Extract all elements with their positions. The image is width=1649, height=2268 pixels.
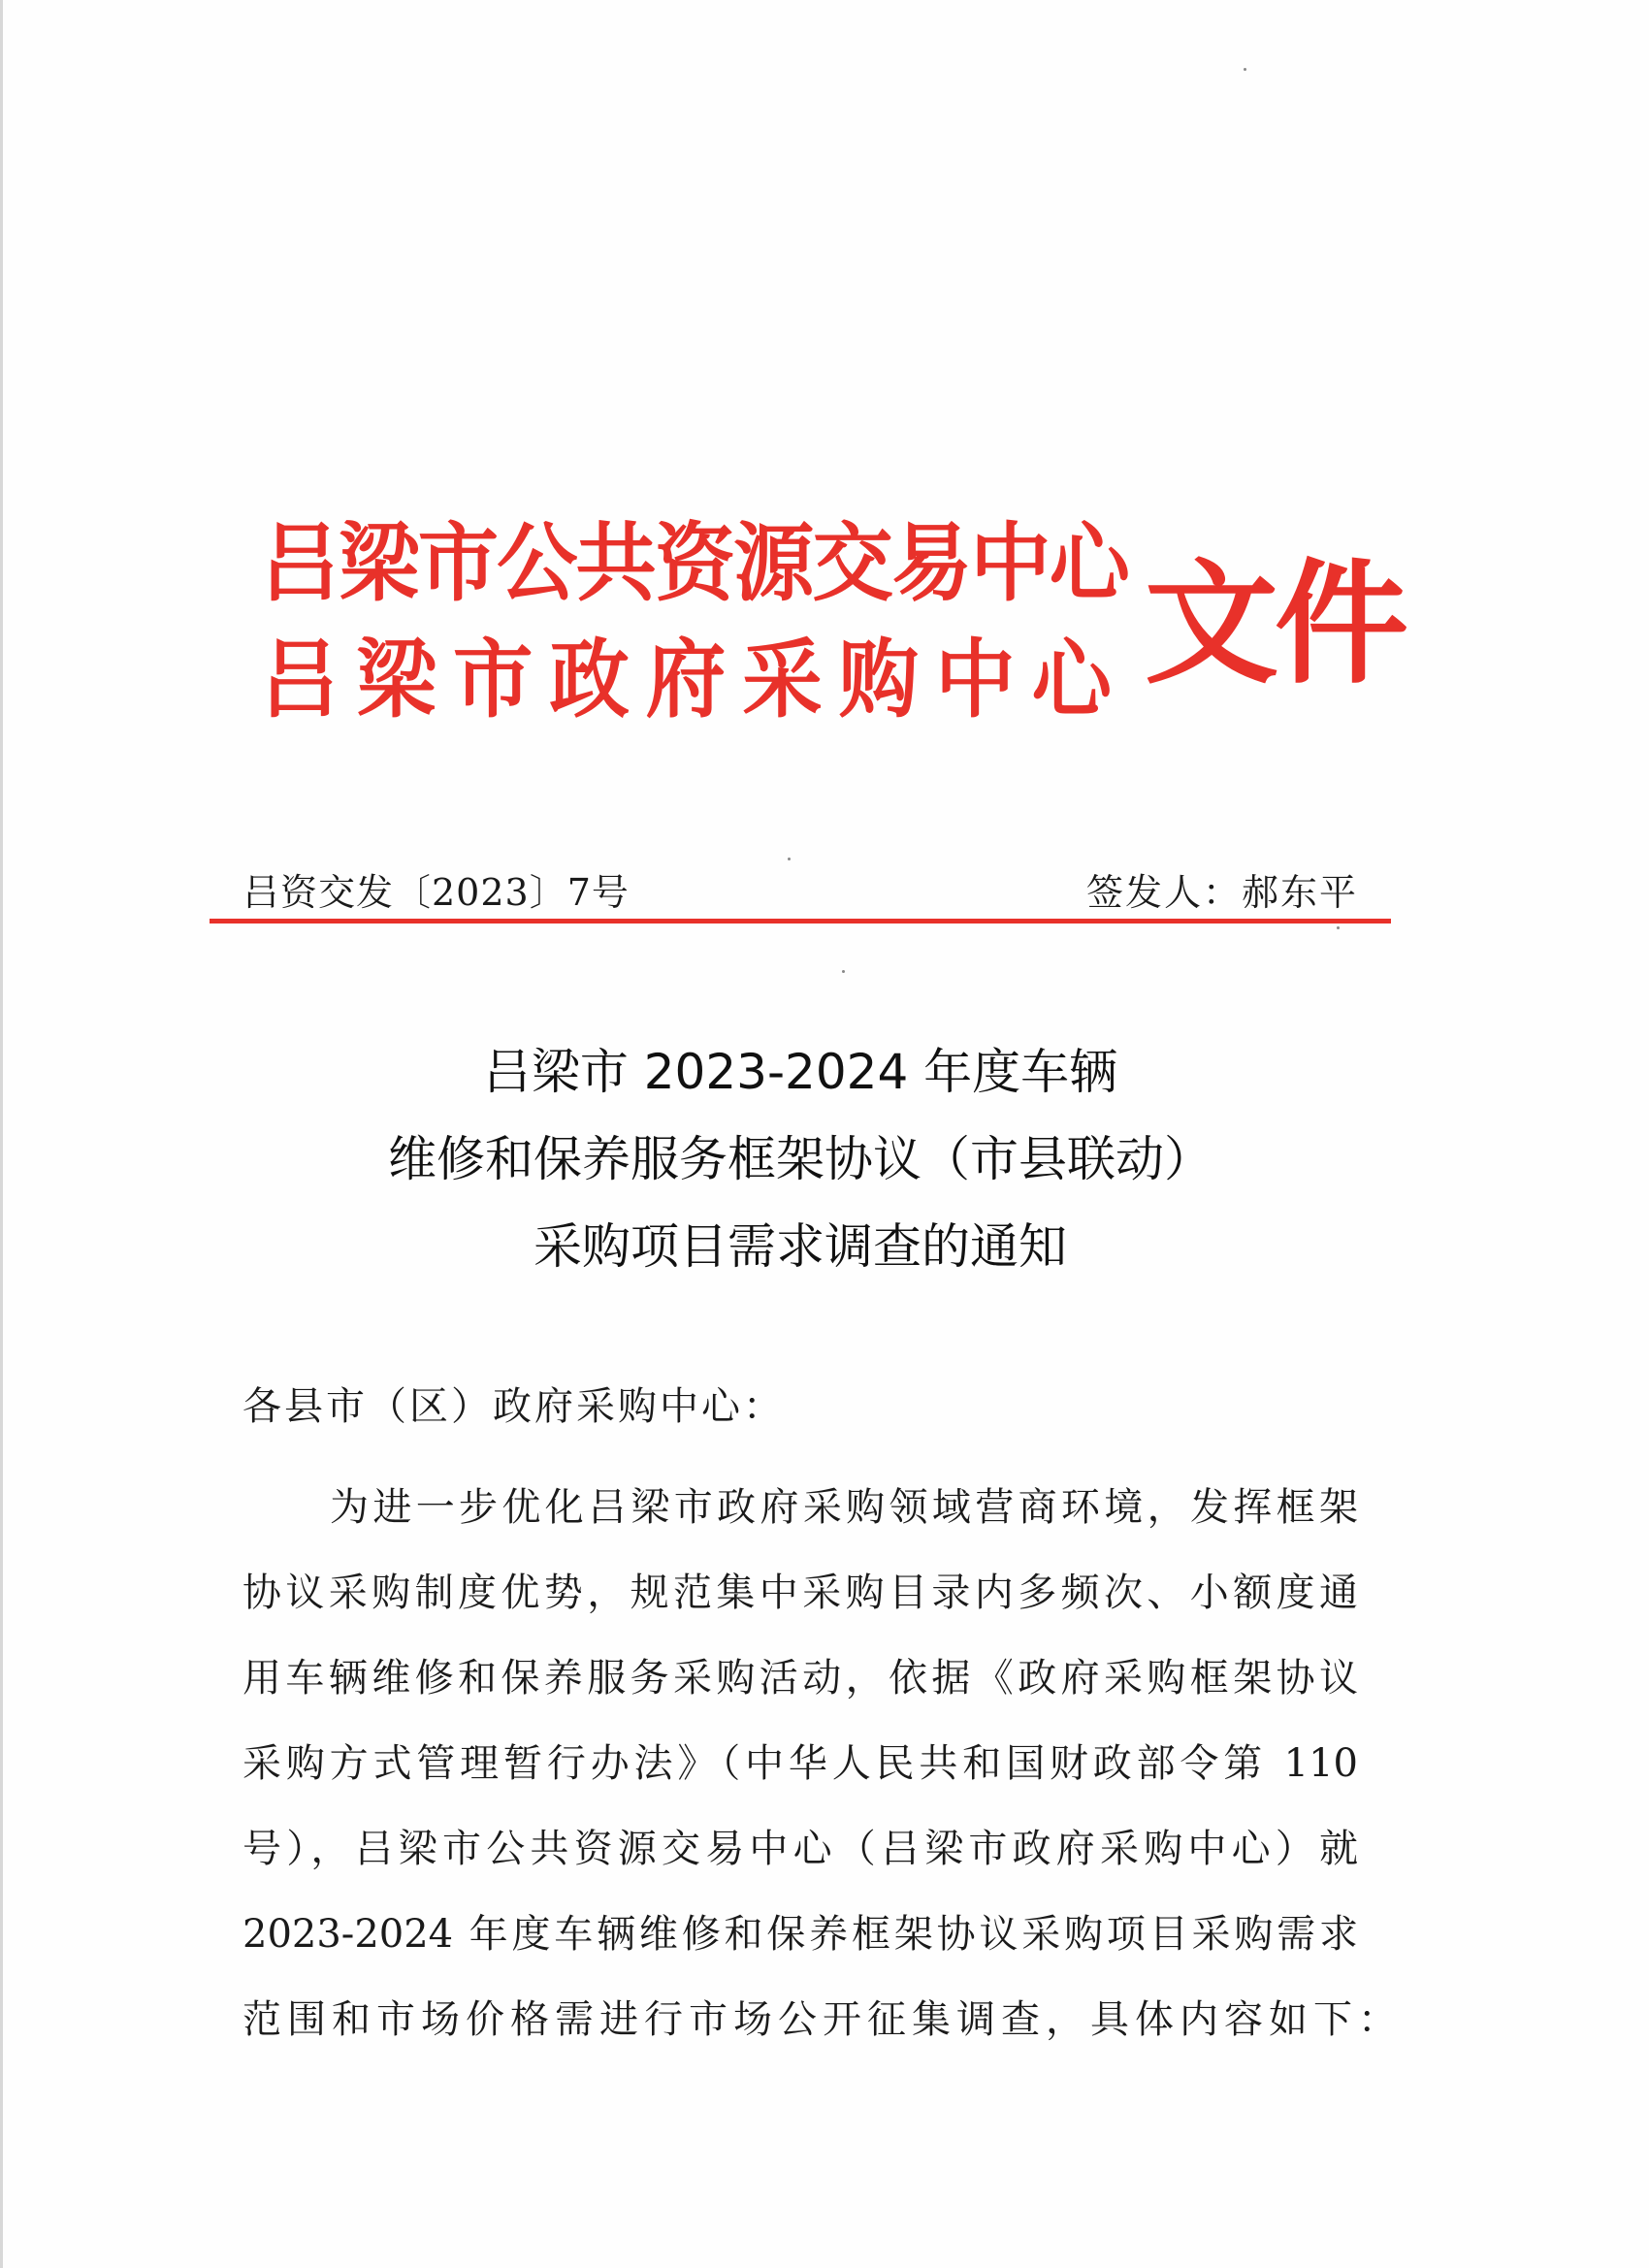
masthead-org-line1: 吕梁市公共资源交易中心 <box>260 512 1129 613</box>
title-line-2: 维修和保养服务框架协议（市县联动） <box>388 1131 1212 1187</box>
document-number-row <box>242 863 1358 922</box>
title-line-3: 采购项目需求调查的通知 <box>534 1218 1067 1275</box>
title-line-1: 吕梁市 2023-2024 年度车辆 <box>482 1044 1118 1100</box>
body-line: 协议采购制度优势，规范集中采购目录内多频次、小额度通 <box>242 1571 1358 1615</box>
document-number: 吕资交发〔2023〕7号 <box>242 871 630 914</box>
body-line: 号），吕梁市公共资源交易中心（吕梁市政府采购中心）就 <box>242 1827 1358 1871</box>
red-masthead <box>260 504 1406 737</box>
masthead-org-line2: 吕梁市政府采购中心 <box>260 629 1129 729</box>
signer: 签发人：郝东平 <box>1085 871 1358 914</box>
body-paragraph <box>242 1465 1403 2062</box>
body-line: 为进一步优化吕梁市政府采购领域营商环境，发挥框架 <box>330 1485 1358 1530</box>
body-line: 范围和市场价格需进行市场公开征集调查，具体内容如下： <box>242 1997 1403 2042</box>
scan-speck <box>842 970 845 973</box>
salutation: 各县市（区）政府采购中心： <box>242 1384 785 1429</box>
masthead-suffix: 文件 <box>1145 544 1406 702</box>
body-line: 2023-2024 年度车辆维修和保养框架协议采购项目采购需求 <box>242 1912 1358 1957</box>
scan-edge <box>0 0 3 2268</box>
document-title <box>242 1028 1358 1290</box>
body-line: 用车辆维修和保养服务采购活动，依据《政府采购框架协议 <box>242 1656 1358 1701</box>
body-line: 采购方式管理暂行办法》（中华人民共和国财政部令第 110 <box>242 1741 1358 1786</box>
red-divider-rule <box>210 919 1391 923</box>
scan-speck <box>1337 926 1340 929</box>
scan-speck <box>788 858 791 860</box>
scan-speck <box>1244 68 1246 71</box>
